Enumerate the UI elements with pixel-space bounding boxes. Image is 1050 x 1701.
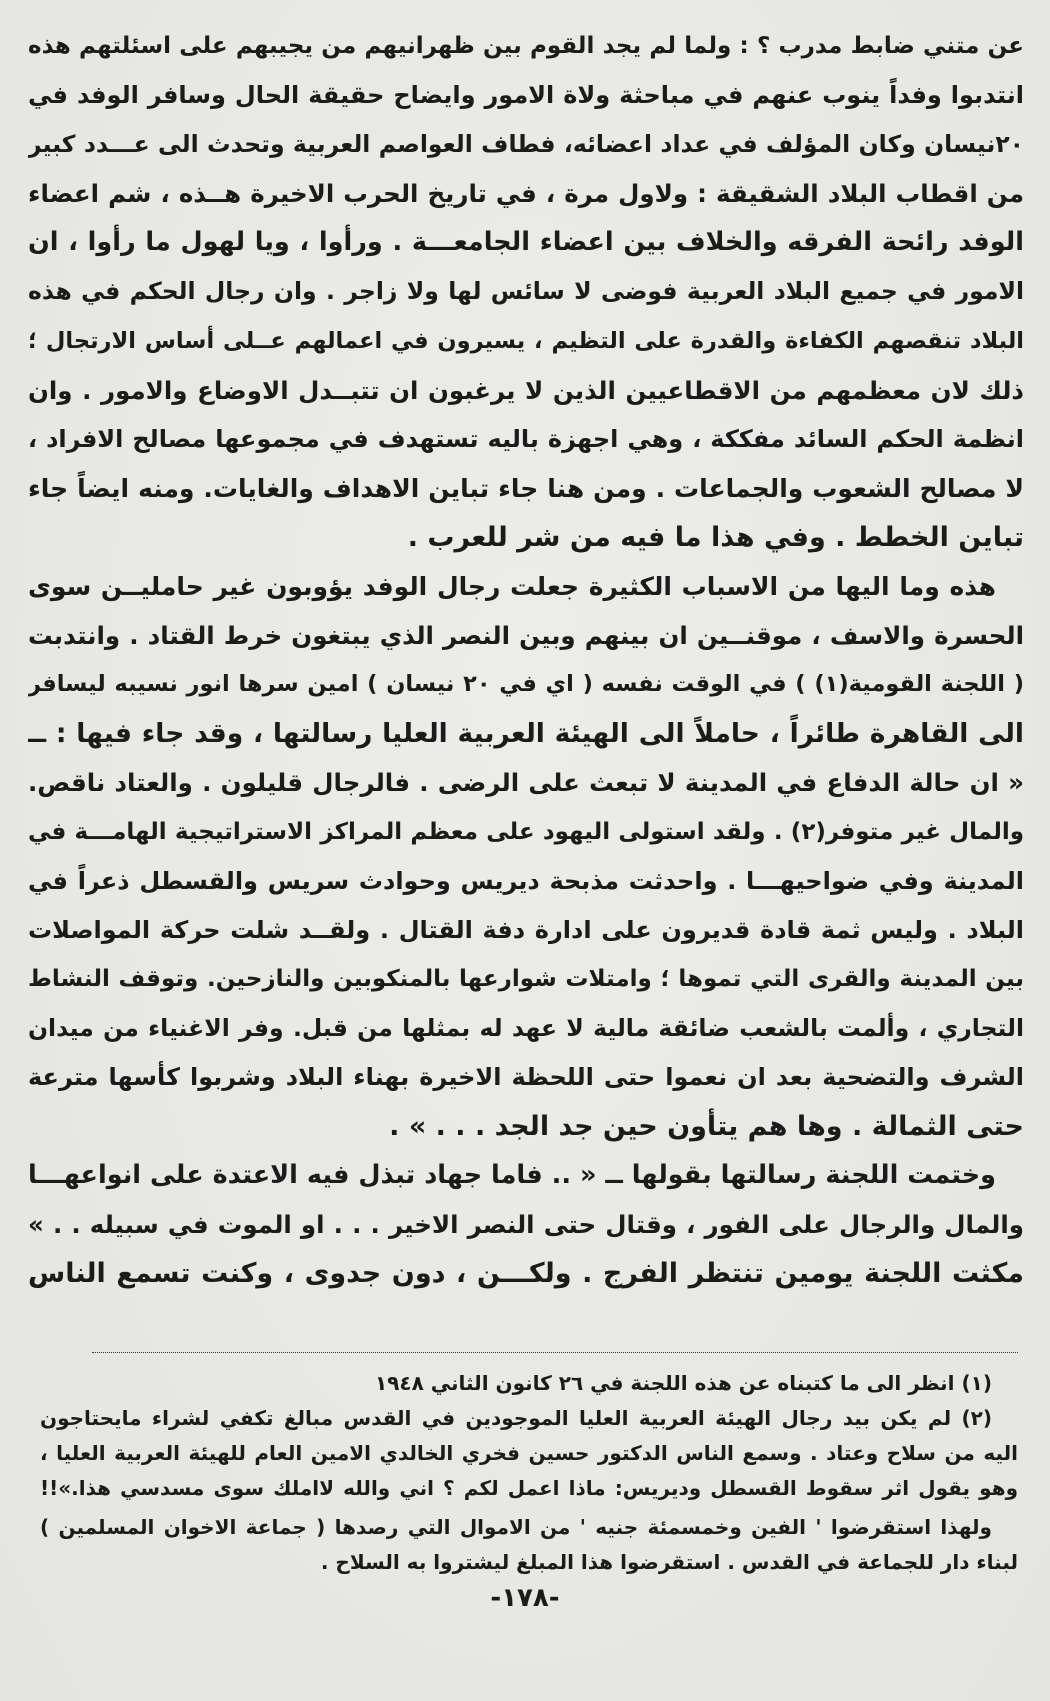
page-number: -١٧٨-	[490, 1583, 560, 1613]
body-line: ( اللجنة القومية(١) ) في الوقت نفسه ( اي في ٢٠ نيسان ) امين سرها انور نسيبه ليسافر	[28, 671, 1024, 698]
body-line: انتدبوا وفداً ينوب عنهم في مباحثة ولاة الامور وايضاح حقيقة الحال وسافر الوفد في	[28, 81, 1024, 110]
body-line: الشرف والتضحية بعد ان نعموا حتى اللحظة الاخيرة بهناء البلاد وشربوا كأسها مترعة	[28, 1062, 1024, 1091]
body-line: وختمت اللجنة رسالتها بقولها ــ « .. فاما جهاد تبذل فيه الاعتدة على انواعهـــا	[28, 1160, 996, 1191]
footnote-line: ولهذا استقرضوا ' الفين وخمسمئة جنيه ' من الاموال التي رصدها ( جماعة الاخوان المسلمين )	[40, 1515, 992, 1539]
footnote-line: (٢) لم يكن بيد رجال الهيئة العربية العليا الموجودين في القدس مبالغ تكفي لشراء مايحتاجون	[40, 1406, 992, 1430]
body-line: عن متني ضابط مدرب ؟ : ولما لم يجد القوم بين ظهرانيهم من يجيبهم على اسئلتهم هذه	[28, 33, 1024, 59]
footnotes	[40, 1366, 1018, 1580]
footnote-line: وهو يقول اثر سقوط القسطل وديريس: ماذا اعمل لكم ؟ اني والله لااملك سوى مسدسي هذا.»!!	[40, 1476, 1018, 1500]
body-line: انظمة الحكم السائد مفككة ، وهي اجهزة باليه تستهدف في مجموعها مصالح الافراد ،	[28, 424, 1024, 453]
body-text	[28, 22, 1024, 1298]
body-line: حتى الثمالة . وها هم يتأون حين جد الجد . . . » .	[389, 1111, 1024, 1143]
body-line: والمال غير متوفر(٢) . ولقد استولى اليهود على معظم المراكز الاستراتيجية الهامـــة في	[28, 818, 1024, 845]
body-line: لا مصالح الشعوب والجماعات . ومن هنا جاء تباين الاهداف والغايات. ومنه ايضاً جاء	[28, 473, 1024, 503]
body-line: المدينة وفي ضواحيهـــا . واحدثت مذبحة ديريس وحوادث سريس والقسطل ذعراً في	[28, 866, 1024, 895]
body-line: تباين الخطط . وفي هذا ما فيه من شر للعرب .	[407, 521, 1024, 553]
footnote-line: (١) انظر الى ما كتبناه عن هذه اللجنة في ٢٦ كانون الثاني ١٩٤٨	[374, 1371, 992, 1395]
footnote-line: لبناء دار للجماعة في القدس . استقرضوا هذا المبلغ ليشتروا به السلاح .	[320, 1550, 1018, 1574]
body-line: الامور في جميع البلاد العربية فوضى لا سائس لها ولا زاجر . وان رجال الحكم في هذه	[28, 277, 1024, 306]
body-line: ذلك لان معظمهم من الاقطاعيين الذين لا يرغبون ان تتبــدل الاوضاع والامور . وان	[28, 375, 1024, 405]
body-line: هذه وما اليها من الاسباب الكثيرة جعلت رجال الوفد يؤوبون غير حامليــن سوى	[28, 572, 996, 602]
body-line: الوفد رائحة الفرقه والخلاف بين اعضاء الجامعـــة . ورأوا ، ويا لهول ما رأوا ، ان	[28, 227, 1024, 258]
body-line: ٢٠نيسان وكان المؤلف في عداد اعضائه، فطاف العواصم العربية وتحدث الى عـــدد كبير	[28, 130, 1024, 159]
body-line: البلاد تنقصهم الكفاءة والقدرة على التظيم ، يسيرون في اعمالهم عــلى أساس الارتجال ؛	[28, 327, 1024, 354]
body-line: الى القاهرة طائراً ، حاملاً الى الهيئة العربية العليا رسالتها ، وقد جاء فيها : ــ	[28, 718, 1024, 750]
body-line: من اقطاب البلاد الشقيقة : ولاول مرة ، في تاريخ الحرب الاخيرة هــذه ، شم اعضاء	[28, 179, 1024, 209]
body-line: الحسرة والاسف ، موقنــين ان بينهم وبين النصر الذي يبتغون خرط القتاد . وانتدبت	[28, 621, 1024, 651]
body-line: بين المدينة والقرى التي تموها ؛ وامتلات شوارعها بالمنكوبين والنازحين. وتوقف النشاط	[28, 965, 1024, 992]
footnote-separator	[92, 1352, 1018, 1353]
body-line: « ان حالة الدفاع في المدينة لا تبعث على الرضى . فالرجال قليلون . والعتاد ناقص.	[28, 768, 1024, 798]
body-line: البلاد . وليس ثمة قادة قديرون على ادارة دفة القتال . ولقــد شلت حركة المواصلات	[28, 915, 1024, 944]
body-line: مكثت اللجنة يومين تنتظر الفرج . ولكـــن ، دون جدوى ، وكنت تسمع الناس	[28, 1258, 1024, 1290]
body-line: والمال والرجال على الفور ، وقتال حتى النصر الاخير . . . او الموت في سبيله . . »	[28, 1210, 1024, 1240]
body-line: التجاري ، وألمت بالشعب ضائقة مالية لا عهد له بمثلها من قبل. وفر الاغنياء من ميدان	[28, 1013, 1024, 1042]
footnote-line: اليه من سلاح وعتاد . وسمع الناس الدكتور حسين فخري الخالدي الامين العام للهيئة العربية العليا ،	[40, 1441, 1018, 1465]
